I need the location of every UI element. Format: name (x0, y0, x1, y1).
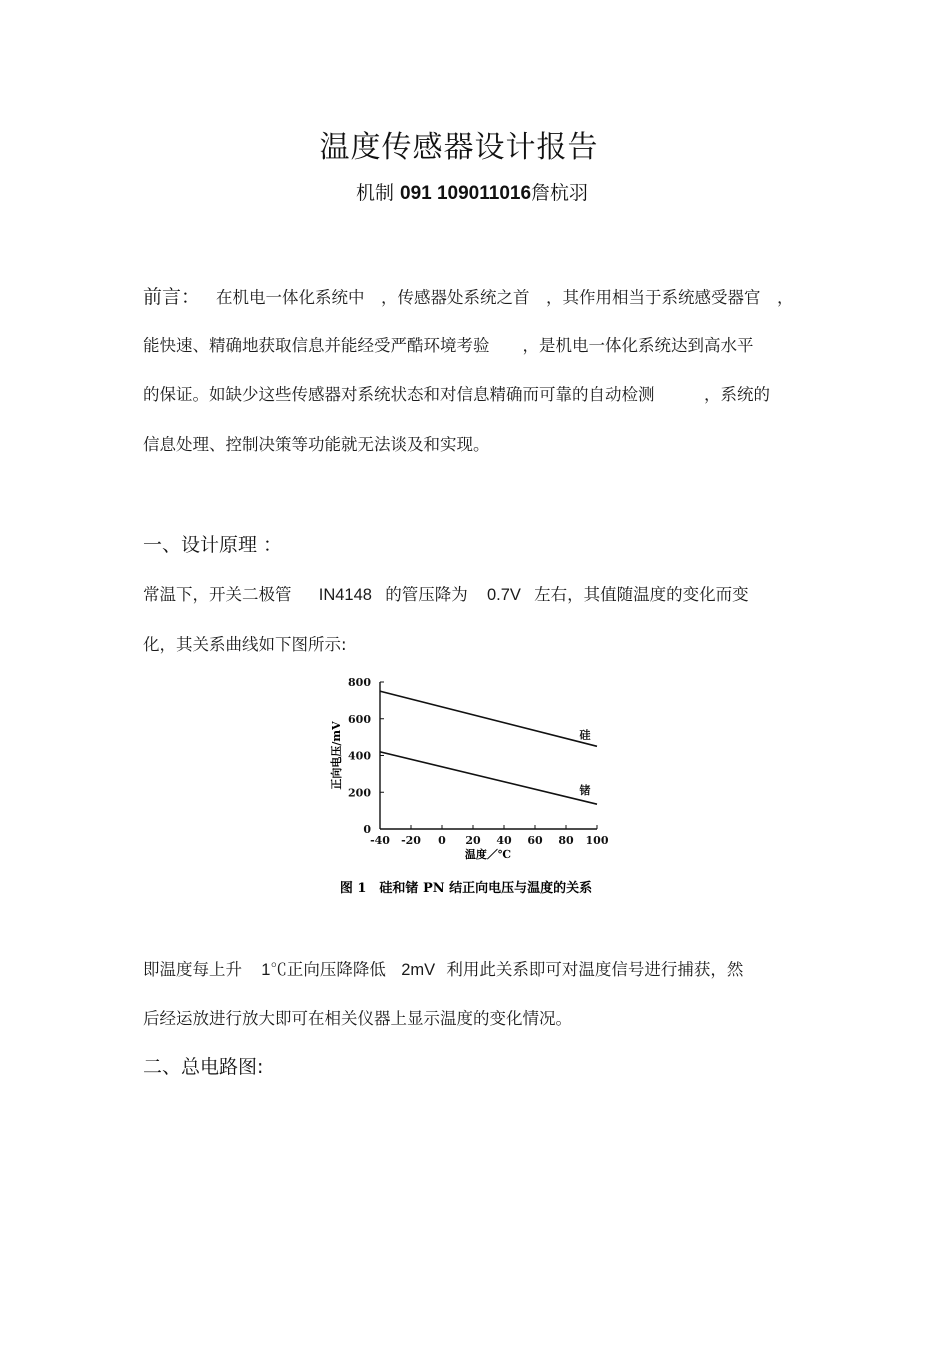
author-line (0, 178, 944, 205)
x-tick-label: -40 (370, 834, 390, 847)
x-tick-label: -20 (401, 834, 421, 847)
voltage-value: 0.7V (486, 586, 521, 604)
document-title: 温度传感器设计报告 (319, 130, 599, 165)
text-b: 1℃正向压降降低 (261, 961, 386, 979)
series-line-2 (380, 752, 597, 804)
y-tick-label: 800 (348, 676, 371, 689)
text-a: 常温下，开关二极管 (143, 585, 292, 604)
chart-caption: 图 1 硅和锗 PN 结正向电压与温度的关系 (339, 881, 593, 896)
iv-temperature-chart (320, 670, 640, 910)
series-label-1: 硅 (579, 728, 591, 742)
author-name: 詹杭羽 (531, 182, 589, 204)
text-d: 利用此关系即可对温度信号进行捕获，然 (446, 960, 744, 979)
text-a: 即温度每上升 (143, 960, 242, 979)
y-axis-label: 正向电压/mV (330, 721, 343, 790)
series-label-2: 锗 (579, 784, 591, 798)
text-c: 2mV (401, 961, 436, 979)
text-e: 左右，其值随温度的变化而变 (534, 585, 749, 604)
series-line-1 (380, 691, 597, 746)
x-tick-label: 80 (558, 834, 574, 847)
preface-line-2: 能快速、精确地获取信息并能经受严酷环境考验 ，是机电一体化系统达到高水平 (143, 336, 754, 355)
y-tick-label: 0 (363, 823, 371, 836)
y-tick-label: 600 (348, 712, 371, 726)
x-tick-label: 100 (585, 834, 609, 847)
author-id: 091 109011016 (400, 183, 532, 204)
x-tick-label: 20 (465, 834, 481, 847)
preface-line-1: 在机电一体化系统中 ，传感器处系统之首 ，其作用相当于系统感受器官 ， (216, 288, 794, 307)
text-c: 的管压降为 (385, 585, 468, 604)
section2-heading: 二、总电路图: (143, 1056, 264, 1078)
chart-axes (348, 676, 609, 847)
preface-line-4: 信息处理、控制决策等功能就无法谈及和实现。 (143, 435, 490, 454)
x-tick-label: 60 (527, 834, 543, 847)
section1-line-2: 化，其关系曲线如下图所示: (143, 635, 347, 654)
chart-marks (380, 691, 597, 804)
preface-line-3: 的保证。如缺少这些传感器对系统状态和对信息精确而可靠的自动检测 ，系统的 (143, 385, 770, 404)
x-tick-label: 40 (496, 834, 512, 847)
section1-after-2: 后经运放进行放大即可在相关仪器上显示温度的变化情况。 (143, 1009, 572, 1028)
section1-line-1 (143, 581, 749, 605)
preface-heading: 前言： (143, 286, 201, 308)
section1-after-1 (143, 956, 743, 980)
x-tick-label: 0 (438, 834, 446, 847)
y-tick-label: 200 (348, 786, 371, 800)
section1-heading: 一、设计原理 ： (143, 534, 283, 556)
diode-model: IN4148 (318, 586, 372, 604)
author-prefix: 机制 (355, 182, 394, 204)
y-tick-label: 400 (348, 749, 371, 763)
x-axis-label: 温度／℃ (464, 848, 512, 861)
